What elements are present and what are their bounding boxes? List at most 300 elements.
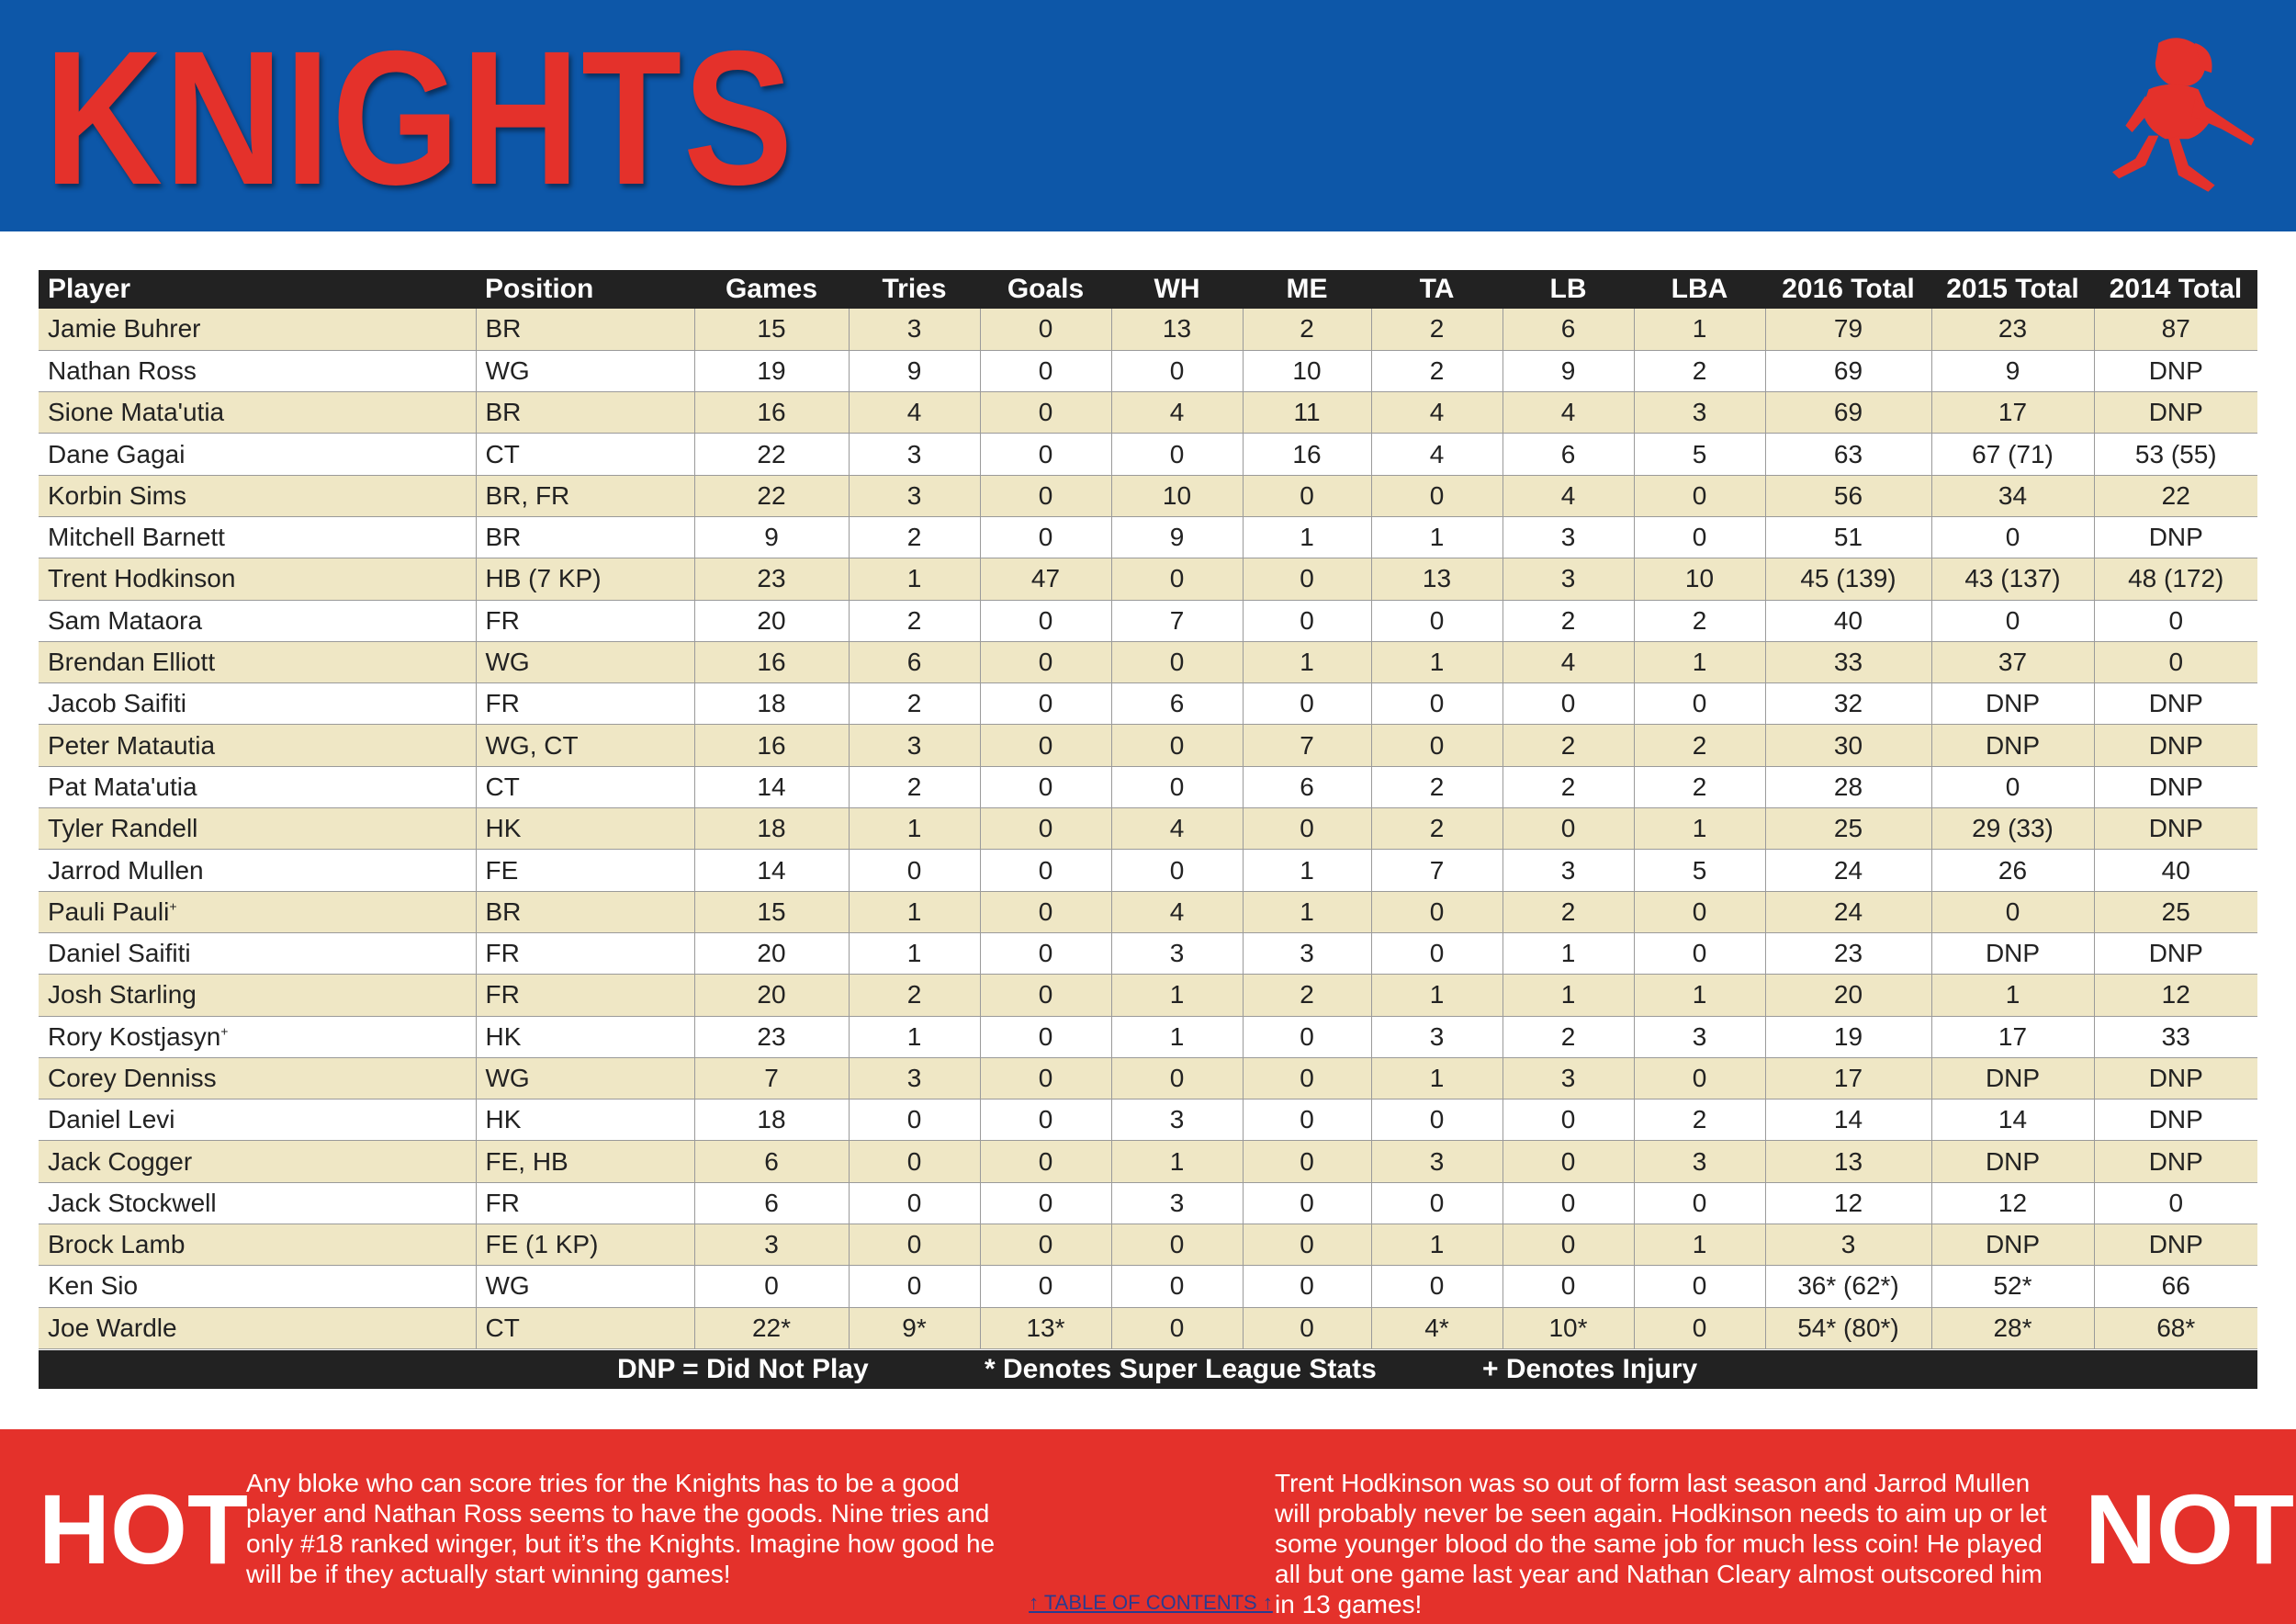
- cell-games: 3: [694, 1224, 849, 1266]
- col-header-games: Games: [694, 270, 849, 309]
- cell-goals: 0: [980, 1057, 1111, 1099]
- col-header-2014-total: 2014 Total: [2094, 270, 2257, 309]
- cell-lb: 0: [1503, 683, 1634, 725]
- cell-tries: 6: [849, 641, 980, 682]
- cell-player: Jack Cogger: [39, 1141, 476, 1182]
- cell-ta: 0: [1371, 932, 1503, 974]
- cell-2014-total: 33: [2094, 1016, 2257, 1057]
- cell-2015-total: DNP: [1931, 932, 2094, 974]
- cell-lba: 0: [1634, 891, 1765, 932]
- cell-wh: 0: [1111, 766, 1243, 807]
- cell-2016-total: 69: [1765, 350, 1931, 391]
- cell-goals: 0: [980, 350, 1111, 391]
- cell-player: Ken Sio: [39, 1266, 476, 1307]
- cell-wh: 3: [1111, 1182, 1243, 1224]
- cell-ta: 0: [1371, 600, 1503, 641]
- cell-me: 1: [1243, 641, 1371, 682]
- cell-tries: 3: [849, 475, 980, 516]
- cell-tries: 1: [849, 558, 980, 600]
- cell-2015-total: DNP: [1931, 683, 2094, 725]
- cell-2015-total: 28*: [1931, 1307, 2094, 1348]
- cell-lb: 2: [1503, 891, 1634, 932]
- cell-lb: 9: [1503, 350, 1634, 391]
- cell-player: Tyler Randell: [39, 808, 476, 850]
- cell-2016-total: 32: [1765, 683, 1931, 725]
- cell-2015-total: 0: [1931, 891, 2094, 932]
- cell-wh: 6: [1111, 683, 1243, 725]
- cell-lb: 1: [1503, 932, 1634, 974]
- cell-me: 3: [1243, 932, 1371, 974]
- cell-2014-total: 40: [2094, 850, 2257, 891]
- hot-text: Any bloke who can score tries for the Knights has to be a good player and Nathan Ross seems to have the goods. Nine tries and only #18 ranked winger, but it’s the Knights. Imagine how good he will be if they actually start winning games!: [246, 1469, 996, 1588]
- cell-position: HK: [476, 1016, 694, 1057]
- cell-tries: 2: [849, 975, 980, 1016]
- cell-tries: 3: [849, 1057, 980, 1099]
- cell-2016-total: 23: [1765, 932, 1931, 974]
- cell-me: 1: [1243, 850, 1371, 891]
- cell-lb: 6: [1503, 309, 1634, 350]
- cell-tries: 0: [849, 1224, 980, 1266]
- cell-games: 7: [694, 1057, 849, 1099]
- legend-injury: + Denotes Injury: [1482, 1354, 1698, 1384]
- cell-me: 0: [1243, 683, 1371, 725]
- cell-2015-total: 23: [1931, 309, 2094, 350]
- cell-2016-total: 28: [1765, 766, 1931, 807]
- table-body: [39, 309, 2257, 1348]
- cell-position: WG: [476, 641, 694, 682]
- cell-me: 0: [1243, 1266, 1371, 1307]
- cell-games: 15: [694, 891, 849, 932]
- cell-tries: 4: [849, 392, 980, 434]
- cell-games: 23: [694, 558, 849, 600]
- cell-lba: 2: [1634, 725, 1765, 766]
- cell-2016-total: 69: [1765, 392, 1931, 434]
- table-row: [39, 392, 2257, 434]
- cell-position: BR: [476, 392, 694, 434]
- cell-wh: 0: [1111, 850, 1243, 891]
- injury-mark: +: [220, 1023, 229, 1039]
- cell-position: HK: [476, 808, 694, 850]
- cell-lb: 0: [1503, 1266, 1634, 1307]
- cell-2015-total: 14: [1931, 1100, 2094, 1141]
- cell-games: 22*: [694, 1307, 849, 1348]
- cell-2016-total: 33: [1765, 641, 1931, 682]
- cell-lba: 1: [1634, 975, 1765, 1016]
- cell-goals: 0: [980, 766, 1111, 807]
- cell-tries: 3: [849, 434, 980, 475]
- cell-ta: 1: [1371, 641, 1503, 682]
- cell-ta: 4*: [1371, 1307, 1503, 1348]
- cell-position: WG: [476, 1057, 694, 1099]
- cell-2014-total: DNP: [2094, 1224, 2257, 1266]
- cell-ta: 0: [1371, 475, 1503, 516]
- col-header-tries: Tries: [849, 270, 980, 309]
- cell-games: 14: [694, 766, 849, 807]
- cell-ta: 0: [1371, 891, 1503, 932]
- cell-games: 16: [694, 725, 849, 766]
- cell-me: 1: [1243, 516, 1371, 558]
- table-row: [39, 891, 2257, 932]
- cell-2016-total: 56: [1765, 475, 1931, 516]
- team-title: KNIGHTS: [44, 12, 794, 225]
- hot-label: HOT: [39, 1473, 248, 1585]
- cell-ta: 2: [1371, 808, 1503, 850]
- cell-2014-total: DNP: [2094, 683, 2257, 725]
- cell-lb: 0: [1503, 1182, 1634, 1224]
- table-row: [39, 516, 2257, 558]
- cell-goals: 0: [980, 434, 1111, 475]
- cell-2016-total: 54* (80*): [1765, 1307, 1931, 1348]
- table-row: [39, 1057, 2257, 1099]
- cell-games: 9: [694, 516, 849, 558]
- cell-me: 0: [1243, 808, 1371, 850]
- cell-goals: 0: [980, 891, 1111, 932]
- cell-tries: 3: [849, 725, 980, 766]
- col-header-2016-total: 2016 Total: [1765, 270, 1931, 309]
- cell-wh: 0: [1111, 1307, 1243, 1348]
- col-header-wh: WH: [1111, 270, 1243, 309]
- cell-player: Jack Stockwell: [39, 1182, 476, 1224]
- cell-games: 20: [694, 932, 849, 974]
- cell-player: Joe Wardle: [39, 1307, 476, 1348]
- cell-2015-total: 17: [1931, 392, 2094, 434]
- cell-goals: 0: [980, 1182, 1111, 1224]
- cell-me: 0: [1243, 475, 1371, 516]
- cell-player: Josh Starling: [39, 975, 476, 1016]
- cell-me: 10: [1243, 350, 1371, 391]
- cell-player: Rory Kostjasyn+: [39, 1016, 476, 1057]
- cell-lba: 3: [1634, 1016, 1765, 1057]
- cell-ta: 2: [1371, 350, 1503, 391]
- cell-goals: 0: [980, 932, 1111, 974]
- cell-ta: 3: [1371, 1016, 1503, 1057]
- cell-wh: 0: [1111, 1224, 1243, 1266]
- cell-wh: 7: [1111, 600, 1243, 641]
- cell-lba: 5: [1634, 850, 1765, 891]
- cell-ta: 0: [1371, 1182, 1503, 1224]
- cell-player: Mitchell Barnett: [39, 516, 476, 558]
- cell-position: HK: [476, 1100, 694, 1141]
- cell-me: 16: [1243, 434, 1371, 475]
- cell-ta: 1: [1371, 975, 1503, 1016]
- not-text: Trent Hodkinson was so out of form last season and Jarrod Mullen will probably never be seen again. Hodkinson needs to aim up or let some younger blood do the same job for much less coin! He played all but one game last year and Nathan Cleary almost outscored him in 13 games!: [1275, 1469, 2047, 1618]
- cell-lba: 2: [1634, 600, 1765, 641]
- cell-lba: 10: [1634, 558, 1765, 600]
- cell-2016-total: 40: [1765, 600, 1931, 641]
- cell-games: 22: [694, 434, 849, 475]
- table-row: [39, 1307, 2257, 1348]
- cell-goals: 0: [980, 1100, 1111, 1141]
- cell-goals: 0: [980, 1141, 1111, 1182]
- cell-lba: 3: [1634, 392, 1765, 434]
- cell-position: FE (1 KP): [476, 1224, 694, 1266]
- cell-2016-total: 12: [1765, 1182, 1931, 1224]
- cell-lba: 0: [1634, 932, 1765, 974]
- table-row: [39, 1141, 2257, 1182]
- cell-wh: 0: [1111, 350, 1243, 391]
- not-label: NOT: [2085, 1473, 2294, 1585]
- cell-ta: 4: [1371, 392, 1503, 434]
- cell-2014-total: DNP: [2094, 808, 2257, 850]
- cell-wh: 3: [1111, 932, 1243, 974]
- cell-player: Pauli Pauli+: [39, 891, 476, 932]
- table-row: [39, 683, 2257, 725]
- cell-lba: 5: [1634, 434, 1765, 475]
- cell-tries: 3: [849, 309, 980, 350]
- cell-position: FE, HB: [476, 1141, 694, 1182]
- col-header-ta: TA: [1371, 270, 1503, 309]
- col-header-position: Position: [476, 270, 694, 309]
- cell-2014-total: DNP: [2094, 1141, 2257, 1182]
- cell-lb: 0: [1503, 808, 1634, 850]
- cell-player: Trent Hodkinson: [39, 558, 476, 600]
- cell-games: 16: [694, 392, 849, 434]
- cell-player: Daniel Saifiti: [39, 932, 476, 974]
- cell-tries: 1: [849, 808, 980, 850]
- cell-goals: 0: [980, 309, 1111, 350]
- cell-tries: 0: [849, 1266, 980, 1307]
- cell-lba: 1: [1634, 309, 1765, 350]
- cell-2016-total: 17: [1765, 1057, 1931, 1099]
- cell-lba: 0: [1634, 1057, 1765, 1099]
- cell-2014-total: DNP: [2094, 516, 2257, 558]
- cell-lba: 0: [1634, 1307, 1765, 1348]
- cell-wh: 0: [1111, 1057, 1243, 1099]
- col-header-me: ME: [1243, 270, 1371, 309]
- cell-2015-total: DNP: [1931, 725, 2094, 766]
- cell-2016-total: 14: [1765, 1100, 1931, 1141]
- cell-goals: 0: [980, 1266, 1111, 1307]
- cell-ta: 1: [1371, 1057, 1503, 1099]
- cell-me: 2: [1243, 975, 1371, 1016]
- cell-player: Jacob Saifiti: [39, 683, 476, 725]
- cell-goals: 0: [980, 475, 1111, 516]
- legend-dnp: DNP = Did Not Play: [617, 1354, 869, 1384]
- cell-goals: 0: [980, 641, 1111, 682]
- cell-wh: 1: [1111, 975, 1243, 1016]
- cell-me: 2: [1243, 309, 1371, 350]
- cell-games: 14: [694, 850, 849, 891]
- cell-position: FR: [476, 683, 694, 725]
- cell-lb: 3: [1503, 516, 1634, 558]
- cell-games: 20: [694, 600, 849, 641]
- cell-2014-total: 0: [2094, 1182, 2257, 1224]
- cell-wh: 4: [1111, 891, 1243, 932]
- cell-player: Brock Lamb: [39, 1224, 476, 1266]
- cell-player: Corey Denniss: [39, 1057, 476, 1099]
- cell-ta: 0: [1371, 1100, 1503, 1141]
- table-row: [39, 1224, 2257, 1266]
- cell-me: 0: [1243, 1182, 1371, 1224]
- cell-me: 0: [1243, 600, 1371, 641]
- cell-position: FR: [476, 600, 694, 641]
- cell-games: 0: [694, 1266, 849, 1307]
- cell-player: Sam Mataora: [39, 600, 476, 641]
- cell-lb: 0: [1503, 1100, 1634, 1141]
- cell-2014-total: 25: [2094, 891, 2257, 932]
- cell-2015-total: DNP: [1931, 1224, 2094, 1266]
- table-row: [39, 350, 2257, 391]
- cell-tries: 0: [849, 850, 980, 891]
- cell-position: FR: [476, 932, 694, 974]
- table-header-row: [39, 270, 2257, 309]
- cell-games: 18: [694, 1100, 849, 1141]
- cell-me: 0: [1243, 558, 1371, 600]
- cell-2014-total: 0: [2094, 600, 2257, 641]
- cell-games: 19: [694, 350, 849, 391]
- cell-position: FR: [476, 1182, 694, 1224]
- cell-me: 1: [1243, 891, 1371, 932]
- cell-2015-total: DNP: [1931, 1141, 2094, 1182]
- table-row: [39, 309, 2257, 350]
- cell-ta: 0: [1371, 683, 1503, 725]
- cell-goals: 0: [980, 808, 1111, 850]
- cell-2015-total: 17: [1931, 1016, 2094, 1057]
- cell-position: WG: [476, 350, 694, 391]
- cell-lba: 1: [1634, 808, 1765, 850]
- cell-2015-total: 43 (137): [1931, 558, 2094, 600]
- table-row: [39, 1266, 2257, 1307]
- cell-position: WG, CT: [476, 725, 694, 766]
- cell-goals: 0: [980, 850, 1111, 891]
- cell-2014-total: 12: [2094, 975, 2257, 1016]
- cell-lb: 3: [1503, 1057, 1634, 1099]
- cell-position: WG: [476, 1266, 694, 1307]
- cell-2015-total: 9: [1931, 350, 2094, 391]
- knight-logo-icon: [2096, 33, 2261, 198]
- cell-2014-total: DNP: [2094, 392, 2257, 434]
- cell-games: 22: [694, 475, 849, 516]
- cell-player: Brendan Elliott: [39, 641, 476, 682]
- legend-super-league: * Denotes Super League Stats: [985, 1354, 1377, 1384]
- table-row: [39, 766, 2257, 807]
- cell-tries: 2: [849, 600, 980, 641]
- cell-tries: 1: [849, 891, 980, 932]
- cell-games: 15: [694, 309, 849, 350]
- cell-ta: 0: [1371, 725, 1503, 766]
- col-header-2015-total: 2015 Total: [1931, 270, 2094, 309]
- cell-position: CT: [476, 434, 694, 475]
- cell-player: Jarrod Mullen: [39, 850, 476, 891]
- cell-wh: 10: [1111, 475, 1243, 516]
- col-header-goals: Goals: [980, 270, 1111, 309]
- cell-2014-total: DNP: [2094, 350, 2257, 391]
- cell-lb: 0: [1503, 1224, 1634, 1266]
- cell-player: Nathan Ross: [39, 350, 476, 391]
- cell-wh: 4: [1111, 808, 1243, 850]
- cell-wh: 1: [1111, 1016, 1243, 1057]
- cell-goals: 0: [980, 1016, 1111, 1057]
- cell-lba: 1: [1634, 1224, 1765, 1266]
- cell-ta: 2: [1371, 309, 1503, 350]
- cell-tries: 0: [849, 1141, 980, 1182]
- cell-lba: 3: [1634, 1141, 1765, 1182]
- cell-position: BR, FR: [476, 475, 694, 516]
- cell-2016-total: 20: [1765, 975, 1931, 1016]
- table-row: [39, 475, 2257, 516]
- cell-games: 18: [694, 808, 849, 850]
- cell-lb: 1: [1503, 975, 1634, 1016]
- cell-lba: 0: [1634, 1266, 1765, 1307]
- cell-position: BR: [476, 891, 694, 932]
- table-of-contents-link[interactable]: ↑ TABLE OF CONTENTS ↑: [1029, 1591, 1273, 1614]
- cell-goals: 0: [980, 516, 1111, 558]
- cell-position: BR: [476, 516, 694, 558]
- cell-player: Peter Matautia: [39, 725, 476, 766]
- cell-wh: 0: [1111, 1266, 1243, 1307]
- cell-lba: 2: [1634, 1100, 1765, 1141]
- cell-lb: 6: [1503, 434, 1634, 475]
- cell-2014-total: DNP: [2094, 932, 2257, 974]
- cell-2015-total: 34: [1931, 475, 2094, 516]
- cell-tries: 9*: [849, 1307, 980, 1348]
- cell-ta: 1: [1371, 516, 1503, 558]
- cell-position: CT: [476, 1307, 694, 1348]
- table-row: [39, 850, 2257, 891]
- cell-goals: 0: [980, 683, 1111, 725]
- cell-wh: 1: [1111, 1141, 1243, 1182]
- cell-ta: 13: [1371, 558, 1503, 600]
- table-row: [39, 641, 2257, 682]
- col-header-player: Player: [39, 270, 476, 309]
- cell-me: 0: [1243, 1057, 1371, 1099]
- cell-position: HB (7 KP): [476, 558, 694, 600]
- cell-2014-total: 87: [2094, 309, 2257, 350]
- cell-lba: 0: [1634, 683, 1765, 725]
- cell-goals: 13*: [980, 1307, 1111, 1348]
- cell-2014-total: 48 (172): [2094, 558, 2257, 600]
- cell-2014-total: 22: [2094, 475, 2257, 516]
- cell-lb: 10*: [1503, 1307, 1634, 1348]
- team-header: [0, 0, 2296, 231]
- cell-goals: 47: [980, 558, 1111, 600]
- cell-2015-total: 52*: [1931, 1266, 2094, 1307]
- cell-games: 6: [694, 1182, 849, 1224]
- cell-lb: 4: [1503, 641, 1634, 682]
- cell-me: 7: [1243, 725, 1371, 766]
- table-row: [39, 975, 2257, 1016]
- cell-wh: 0: [1111, 558, 1243, 600]
- cell-lb: 2: [1503, 1016, 1634, 1057]
- cell-lba: 2: [1634, 766, 1765, 807]
- cell-tries: 2: [849, 766, 980, 807]
- player-stats-table: [39, 270, 2257, 1349]
- cell-lb: 4: [1503, 475, 1634, 516]
- cell-me: 0: [1243, 1141, 1371, 1182]
- cell-2016-total: 36* (62*): [1765, 1266, 1931, 1307]
- cell-ta: 1: [1371, 1224, 1503, 1266]
- cell-tries: 0: [849, 1182, 980, 1224]
- cell-2014-total: DNP: [2094, 1100, 2257, 1141]
- cell-2014-total: DNP: [2094, 766, 2257, 807]
- cell-player: Dane Gagai: [39, 434, 476, 475]
- cell-lba: 0: [1634, 1182, 1765, 1224]
- cell-2015-total: 26: [1931, 850, 2094, 891]
- cell-player: Korbin Sims: [39, 475, 476, 516]
- cell-tries: 2: [849, 683, 980, 725]
- cell-2015-total: 0: [1931, 516, 2094, 558]
- cell-lba: 2: [1634, 350, 1765, 391]
- table-row: [39, 932, 2257, 974]
- cell-me: 6: [1243, 766, 1371, 807]
- legend-bar: [39, 1350, 2257, 1389]
- cell-lb: 0: [1503, 1141, 1634, 1182]
- cell-2016-total: 30: [1765, 725, 1931, 766]
- cell-position: FR: [476, 975, 694, 1016]
- cell-position: CT: [476, 766, 694, 807]
- col-header-lba: LBA: [1634, 270, 1765, 309]
- cell-2016-total: 51: [1765, 516, 1931, 558]
